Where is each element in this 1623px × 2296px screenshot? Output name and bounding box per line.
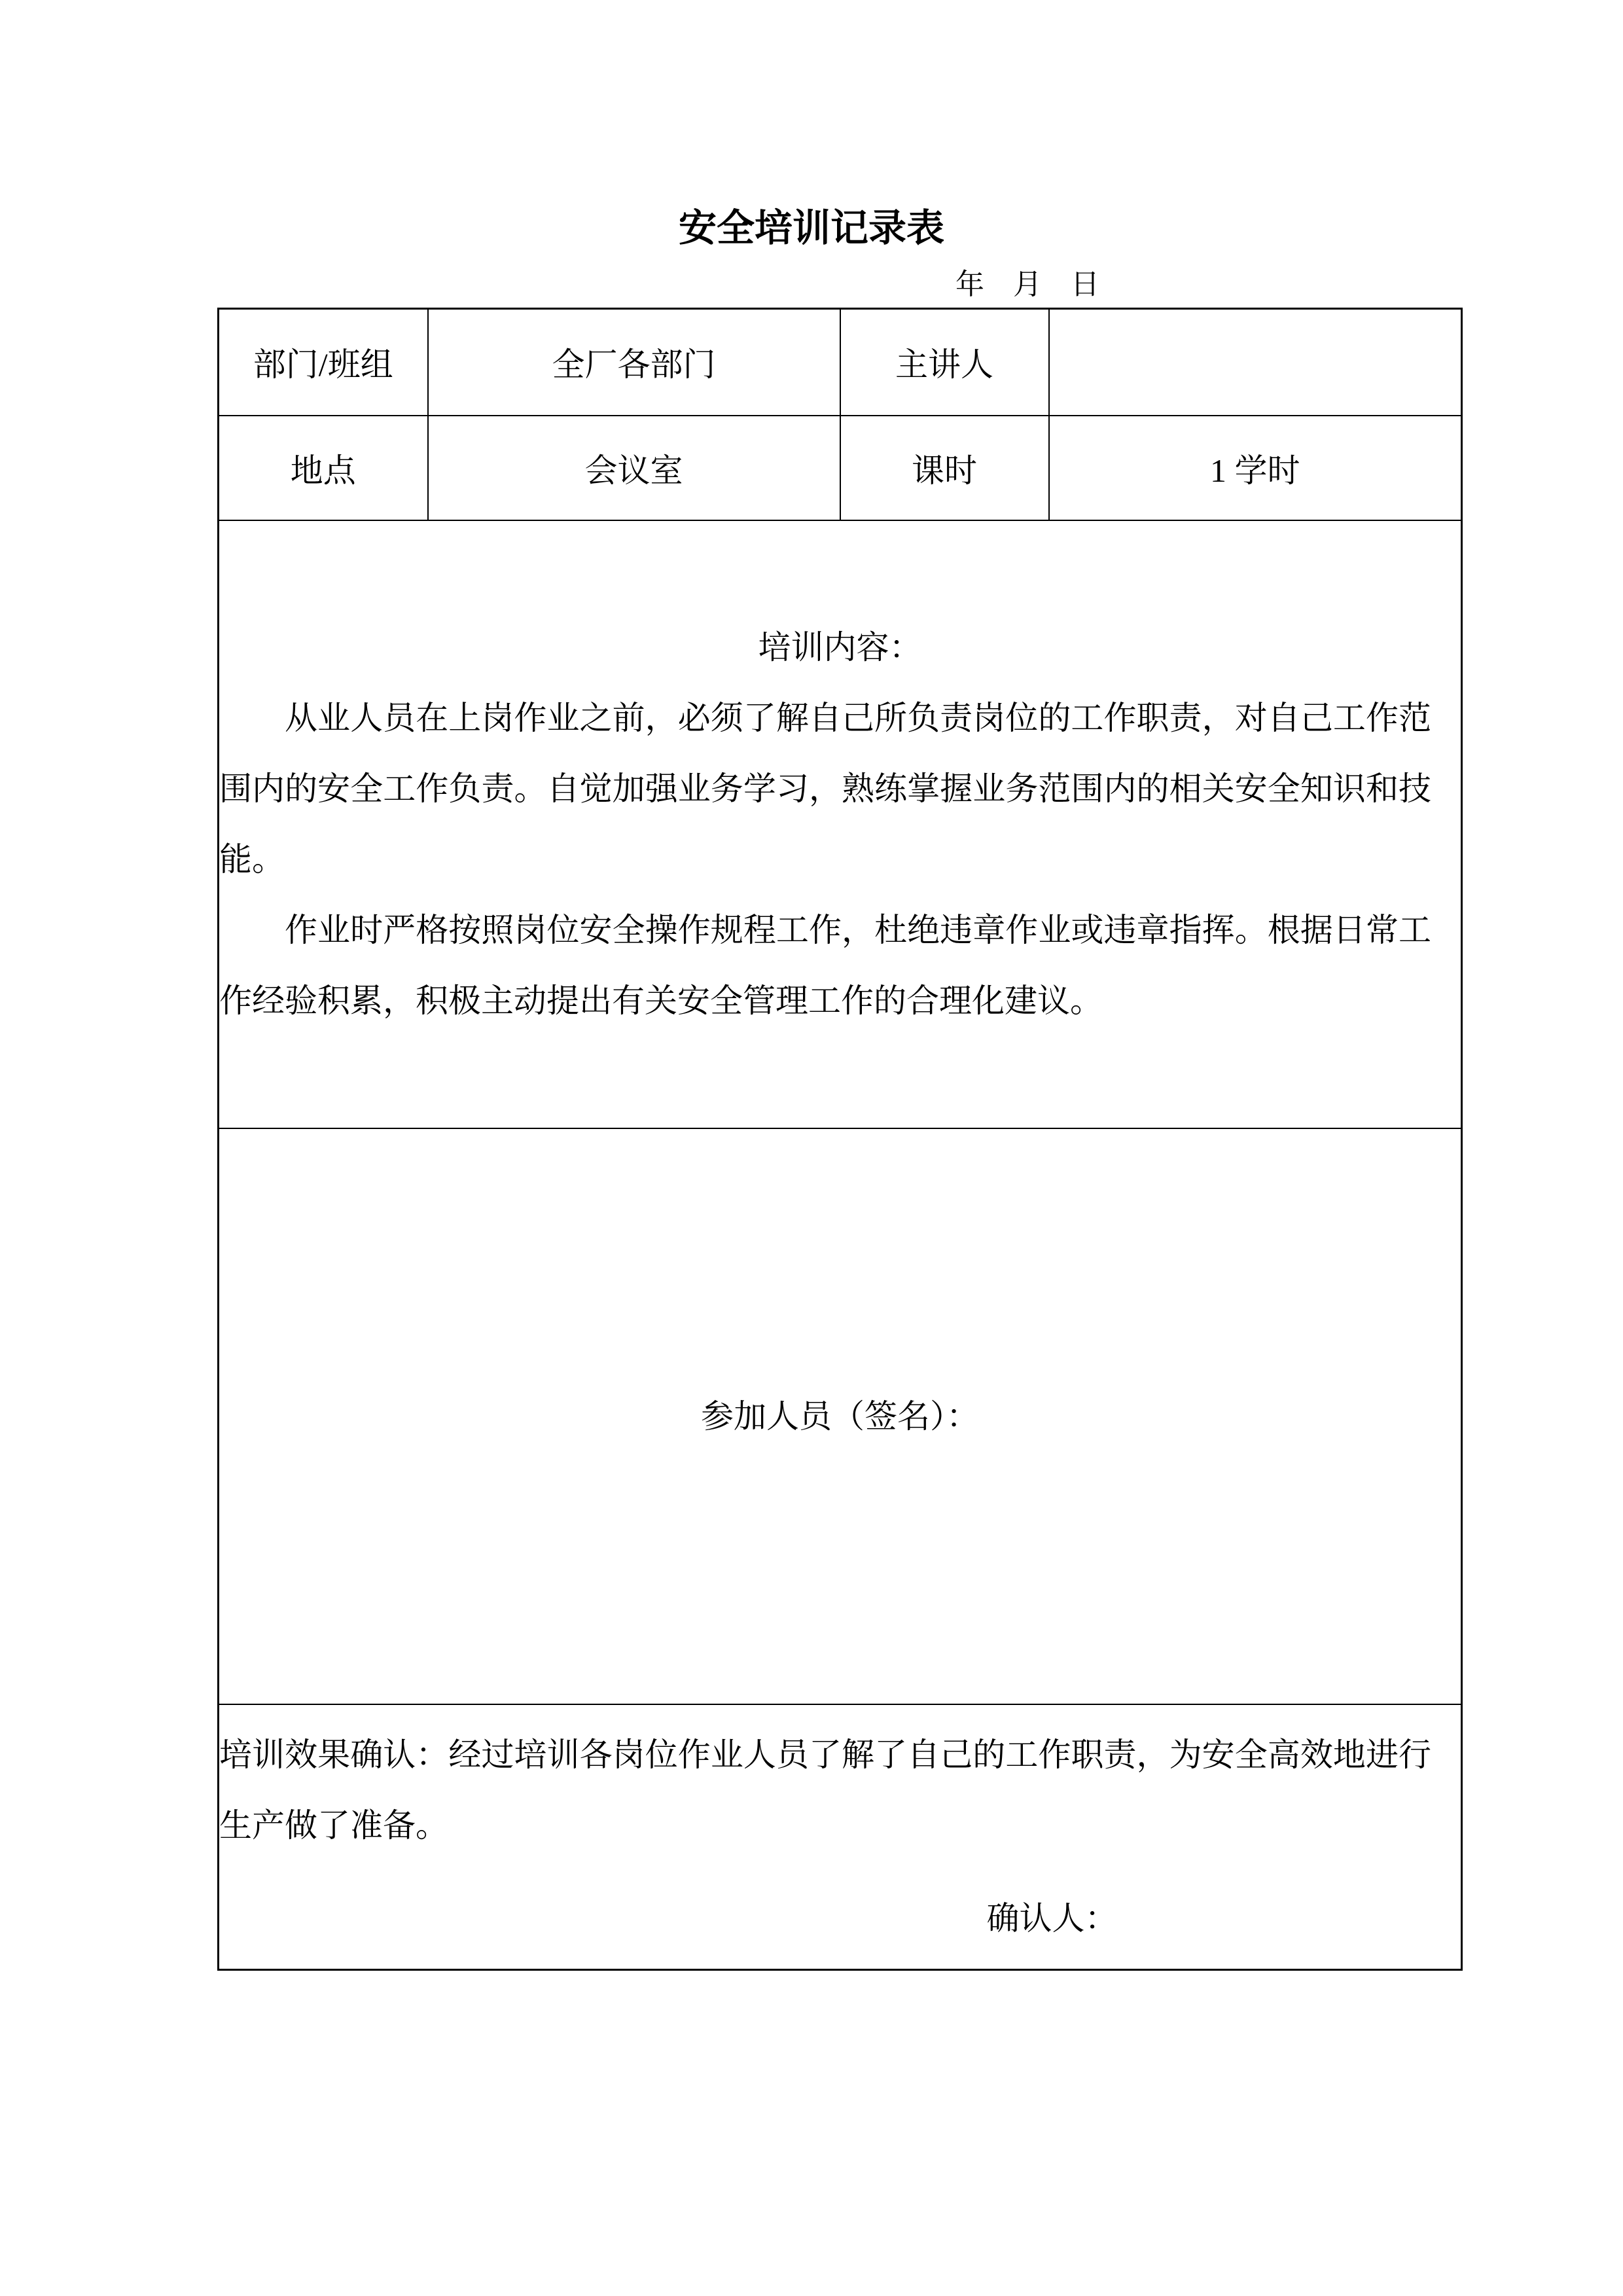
row-confirmation (219, 1704, 1462, 1970)
training-content-cell (219, 520, 1462, 1128)
lecturer-value-cell (1049, 309, 1462, 416)
class-hours-value-cell: 1 学时 (1049, 416, 1462, 520)
row-department-lecturer (219, 309, 1462, 416)
confirmation-text: 培训效果确认：经过培训各岗位作业人员了解了自己的工作职责，为安全高效地进行生产做了准备。 (219, 1736, 1431, 1844)
training-record-table (217, 308, 1463, 1971)
row-training-content (219, 520, 1462, 1128)
location-value-cell: 会议室 (428, 416, 840, 520)
page-title: 安全培训记录表 (678, 207, 944, 249)
row-participants (219, 1128, 1462, 1704)
location-label-cell: 地点 (219, 416, 428, 520)
date-text: 年 月 日 (955, 268, 1099, 300)
lecturer-label-cell: 主讲人 (840, 309, 1049, 416)
date-line (0, 262, 1623, 308)
confirmer-label: 确认人： (986, 1900, 1118, 1937)
department-label-cell: 部门/班组 (219, 309, 428, 416)
participants-signature-cell (219, 1128, 1462, 1704)
row-location-hours (219, 416, 1462, 520)
participants-label: 参加人员（签名）： (701, 1397, 979, 1435)
training-content-paragraph-2: 作业时严格按照岗位安全操作规程工作，杜绝违章作业或违章指挥。根据日常工作经验积累，积极主动提出有关安全管理工作的合理化建议。 (219, 912, 1431, 1019)
training-content-paragraph-1: 从业人员在上岗作业之前，必须了解自己所负责岗位的工作职责，对自己工作范围内的安全工作负责。自觉加强业务学习，熟练掌握业务范围内的相关安全知识和技能。 (219, 700, 1431, 878)
confirmation-cell (219, 1704, 1462, 1970)
training-content-label: 培训内容： (758, 629, 922, 666)
department-value-cell: 全厂各部门 (428, 309, 840, 416)
class-hours-label-cell: 课时 (840, 416, 1049, 520)
